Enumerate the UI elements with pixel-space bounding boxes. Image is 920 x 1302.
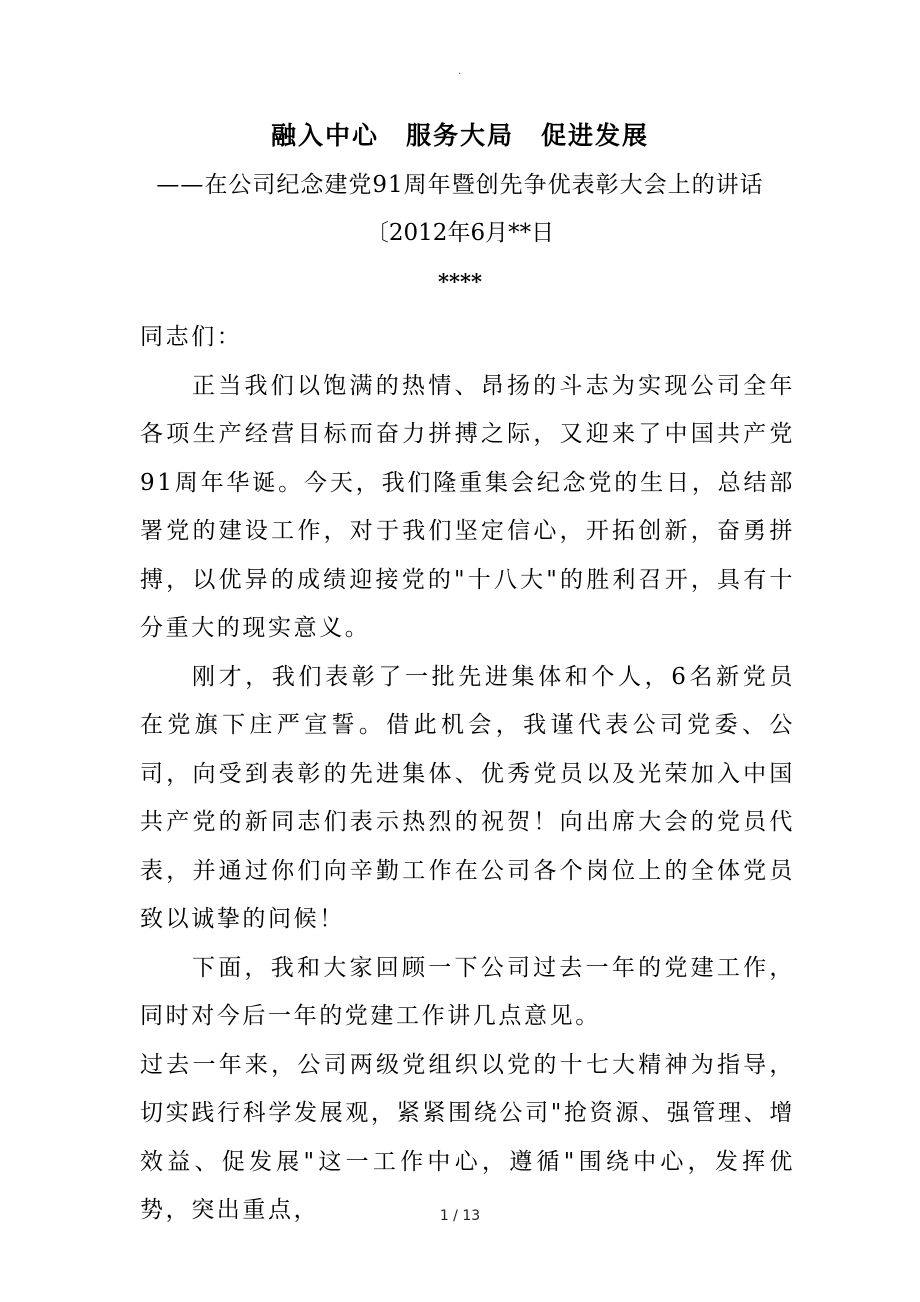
page-indicator: 1 / 13 (439, 1208, 481, 1224)
paragraph: 刚才，我们表彰了一批先进集体和个人，6名新党员在党旗下庄严宣誓。借此机会，我谨代表公司党委、公司，向受到表彰的先进集体、优秀党员以及光荣加入中国共产党的新同志们表示热烈的祝贺！向出席大会的党员代表，并通过你们向辛勤工作在公司各个岗位上的全体党员致以诚挚的问候！ (140, 663, 795, 932)
document-author: **** (438, 269, 482, 294)
salutation: 同志们： (140, 324, 243, 350)
header-mark: . (458, 66, 462, 77)
document-title: 融入中心 服务大局 促进发展 (270, 121, 649, 150)
document-body (140, 313, 795, 1235)
document-date: 〔2012年6月**日 (365, 220, 555, 246)
paragraph: 正当我们以饱满的热情、昂扬的斗志为实现公司全年各项生产经营目标而奋力拼搏之际，又迎来了中国共产党91周年华诞。今天，我们隆重集会纪念党的生日，总结部署党的建设工作，对于我们坚定信心，开拓创新，奋勇拼搏，以优异的成绩迎接党的"十八大"的胜利召开，具有十分重大的现实意义。 (140, 372, 795, 641)
paragraph: 下面，我和大家回顾一下公司过去一年的党建工作，同时对今后一年的党建工作讲几点意见。 (140, 954, 795, 1029)
document-subtitle: ——在公司纪念建党91周年暨创先争优表彰大会上的讲话 (156, 172, 764, 198)
paragraph: 过去一年来，公司两级党组织以党的十七大精神为指导，切实践行科学发展观，紧紧围绕公司"抢资源、强管理、增效益、促发展"这一工作中心，遵循"围绕中心，发挥优势，突出重点， (140, 1051, 795, 1223)
